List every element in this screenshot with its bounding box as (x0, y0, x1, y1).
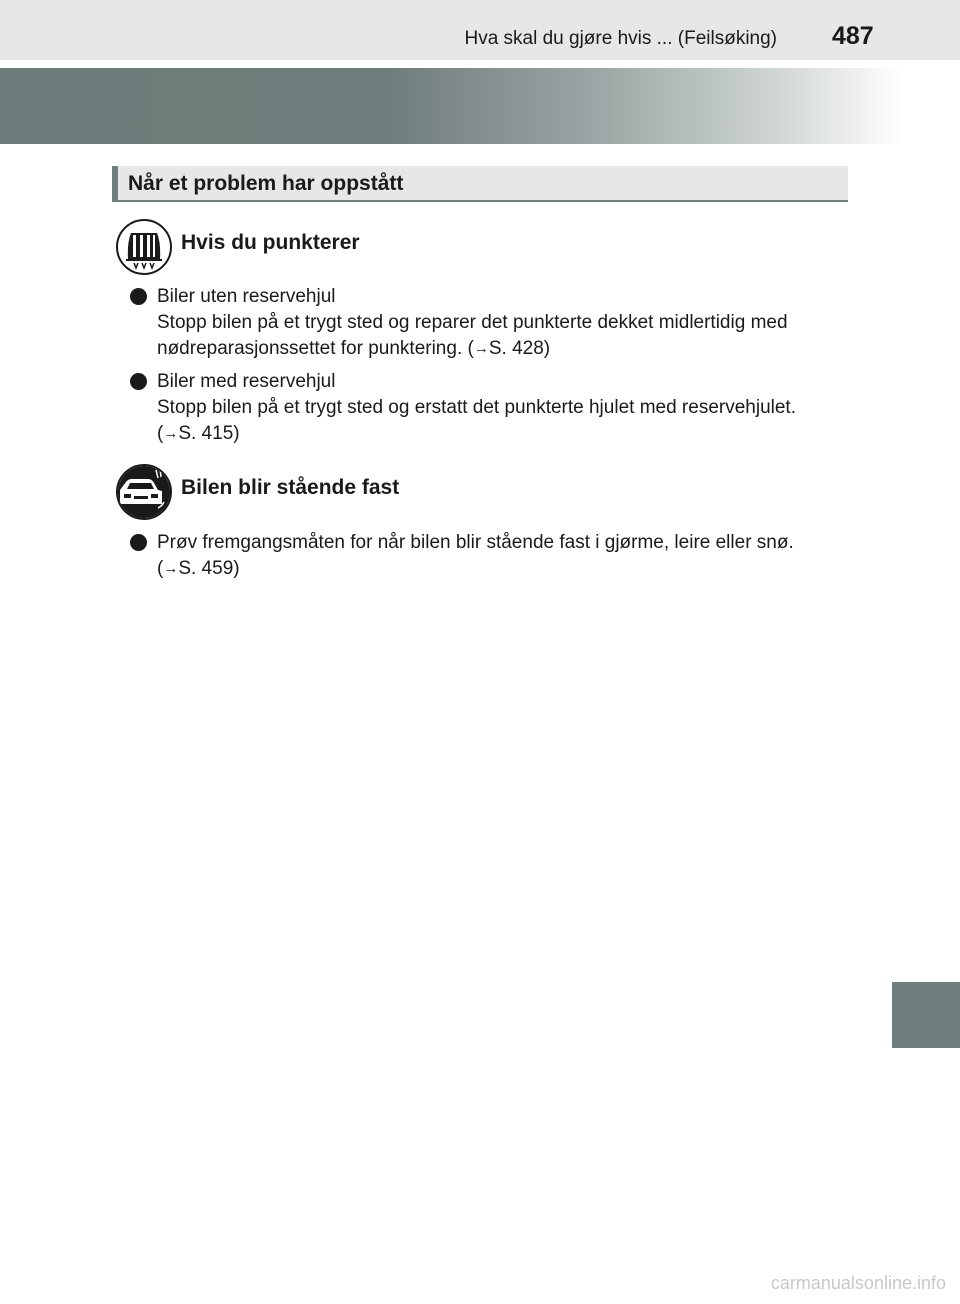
page-reference-link[interactable]: S. 415) (178, 423, 240, 444)
list-item (130, 284, 850, 363)
item-text: Stopp bilen på et trygt sted og erstatt det punkterte hjulet med reservehjulet. (157, 397, 796, 418)
page-number: 487 (832, 22, 874, 50)
section-header-accent-bar (112, 166, 118, 202)
item-text: Stopp bilen på et trygt sted og reparer det punkterte dekket midlertidig med (157, 312, 788, 333)
subsection-heading-car-stuck: Bilen blir stående fast (181, 476, 400, 499)
bullet-icon (130, 288, 147, 305)
item-title: Biler uten reservehjul (157, 286, 336, 307)
item-text: ( (157, 558, 164, 579)
bullet-icon (130, 534, 147, 551)
list-item (130, 369, 850, 448)
watermark: carmanualsonline.info (770, 1273, 946, 1293)
page-reference-link[interactable]: S. 459) (178, 558, 240, 579)
arrow-right-icon: → (473, 340, 489, 357)
chapter-side-tab (892, 982, 960, 1048)
item-title: Biler med reservehjul (157, 371, 336, 392)
section-title: Når et problem har oppstått (128, 172, 404, 195)
item-text: ( (157, 423, 164, 444)
chapter-banner (0, 68, 960, 144)
section-header (112, 166, 848, 202)
car-stuck-icon (116, 464, 172, 520)
item-text: Prøv fremgangsmåten for når bilen blir stående fast i gjørme, leire eller snø. (157, 532, 794, 553)
bullet-icon (130, 373, 147, 390)
item-text: nødreparasjonssettet for punktering. ( (157, 338, 474, 359)
list-item (130, 530, 850, 583)
running-head: Hva skal du gjøre hvis ... (Feilsøking) (464, 28, 777, 49)
subsection-heading-flat-tire: Hvis du punkterer (181, 231, 360, 254)
arrow-right-icon: → (163, 560, 179, 577)
flat-tire-icon (116, 219, 172, 275)
page-reference-link[interactable]: S. 428) (488, 338, 551, 359)
arrow-right-icon: → (163, 425, 179, 442)
